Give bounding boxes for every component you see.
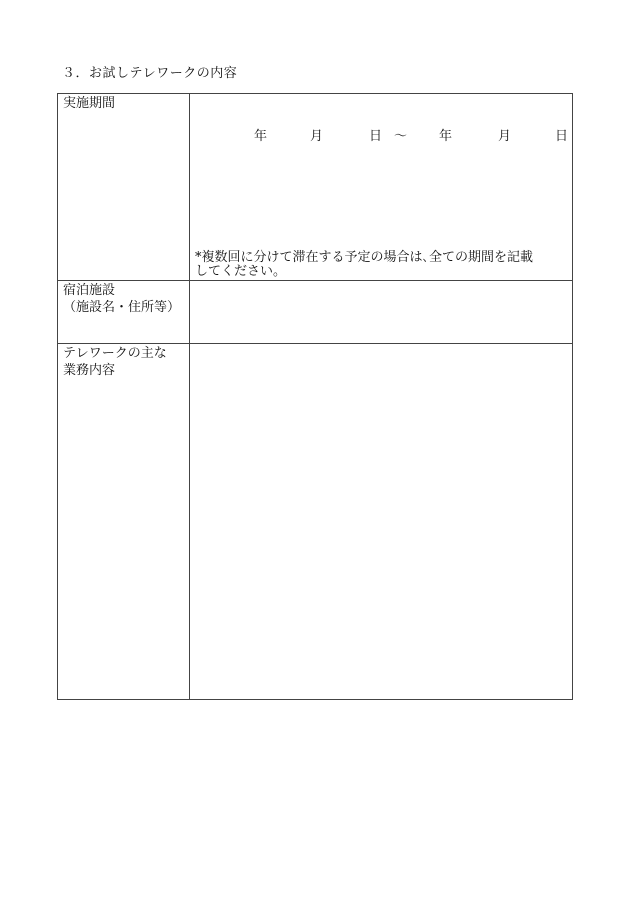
end-day-unit: 日 [555, 129, 569, 144]
lodging-label-line1: 宿泊施設 [63, 283, 116, 298]
period-label-text: 実施期間 [63, 96, 116, 111]
end-month-unit: 月 [498, 129, 512, 144]
lodging-label-line2: （施設名・住所等） [63, 300, 181, 315]
work-row [58, 344, 572, 699]
lodging-label [63, 282, 185, 316]
period-row [58, 94, 572, 281]
work-input-area[interactable] [190, 344, 572, 699]
lodging-input-area[interactable] [190, 281, 572, 343]
start-year-unit: 年 [254, 129, 268, 144]
period-label [63, 95, 185, 112]
work-label [63, 345, 185, 379]
period-note [195, 251, 569, 279]
lodging-row [58, 281, 572, 344]
telework-content-table [57, 93, 573, 700]
section-heading: ３．お試しテレワークの内容 [62, 66, 238, 81]
period-note-line2: してください｡ [195, 264, 280, 279]
work-label-line2: 業務内容 [63, 363, 116, 378]
work-label-line1: テレワークの主な [63, 346, 167, 361]
end-year-unit: 年 [439, 129, 453, 144]
start-month-unit: 月 [310, 129, 324, 144]
period-note-line1: *複数回に分けて滞在する予定の場合は､全ての期間を記載 [195, 250, 534, 265]
column-divider [189, 94, 190, 699]
period-tilde: ～ [394, 129, 408, 144]
start-day-unit: 日 [369, 129, 383, 144]
